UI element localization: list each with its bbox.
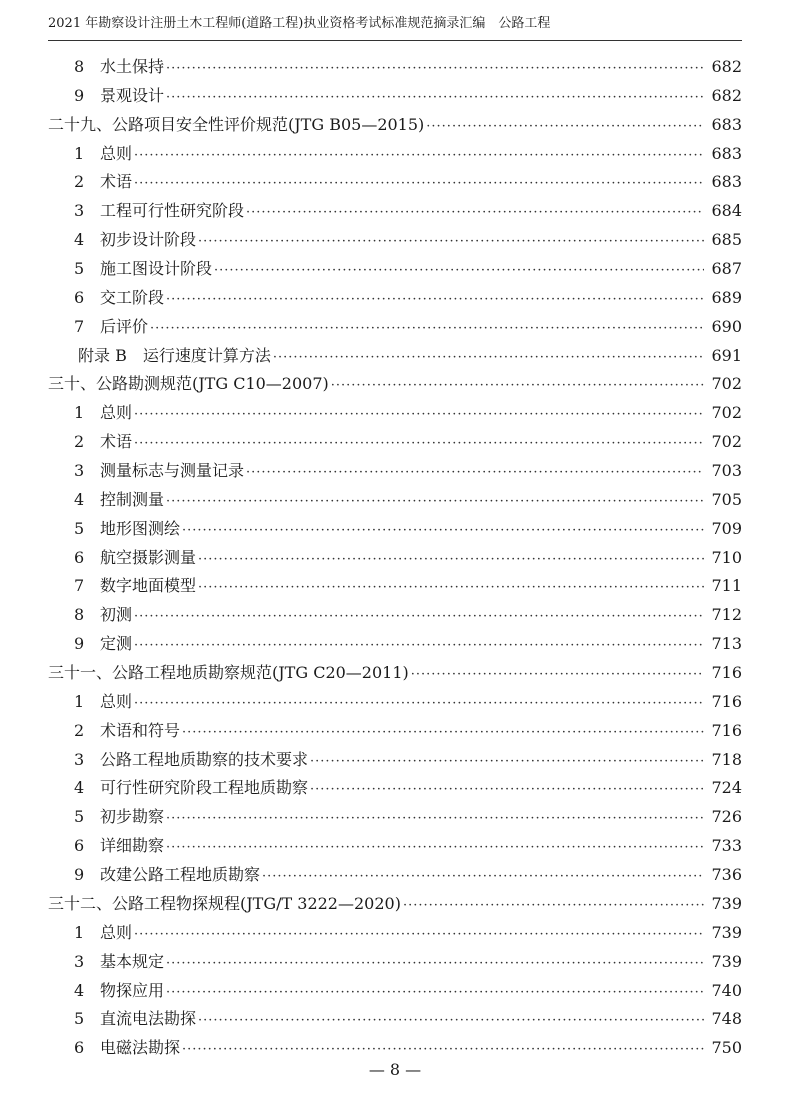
toc-entry-number: 4 [74, 980, 85, 1000]
toc-entry-title: 电磁法勘探 [100, 1038, 181, 1058]
dot-leader [331, 372, 704, 401]
toc-entry-title: 交工阶段 [100, 287, 165, 307]
toc-entry-title: 三十二、公路工程物探规程(JTG/T 3222—2020) [48, 893, 401, 913]
toc-entry-title: 改建公路工程地质勘察 [100, 865, 261, 885]
toc-entry-text [48, 284, 164, 313]
toc-entry-text [48, 774, 308, 803]
toc-entry-title: 地形图测绘 [100, 518, 181, 538]
toc-entry-text [48, 428, 132, 457]
toc-entry-page: 702 [711, 374, 742, 394]
dot-leader [134, 921, 704, 950]
toc-entry [48, 803, 742, 832]
toc-entry-page: 733 [711, 836, 742, 856]
toc-entry [48, 342, 742, 371]
toc-entry-title: 控制测量 [100, 489, 165, 509]
toc-entry-text [48, 370, 329, 399]
toc-entry [48, 1034, 742, 1063]
toc-entry [48, 948, 742, 977]
toc-entry-page: 683 [711, 172, 742, 192]
toc-entry-number: 9 [74, 634, 85, 654]
toc-entry-title: 基本规定 [100, 951, 165, 971]
toc-entry-page: 702 [711, 432, 742, 452]
toc-entry-number: 2 [74, 432, 85, 452]
header-title: 2021 年勘察设计注册土木工程师(道路工程)执业资格考试标准规范摘录汇编 公路工程 [48, 16, 551, 31]
toc-entry [48, 399, 742, 428]
toc-entry-title: 详细勘察 [100, 836, 165, 856]
dot-leader [134, 170, 704, 199]
toc-entry-text [48, 659, 409, 688]
toc-entry-text [48, 977, 164, 1006]
toc-entry-number: 8 [74, 57, 85, 76]
toc-entry-text [48, 53, 164, 82]
toc-entry [48, 457, 742, 486]
toc-entry-text [48, 601, 132, 630]
toc-entry-page: 705 [711, 489, 742, 509]
toc-entry-title: 总则 [100, 691, 133, 711]
toc-entry-page: 683 [711, 143, 742, 163]
toc-entry-text [48, 457, 244, 486]
toc-entry-title: 总则 [100, 143, 133, 163]
toc-entry-text [48, 255, 212, 284]
dot-leader [166, 805, 704, 834]
dot-leader [166, 488, 704, 517]
toc-entry-text [48, 717, 180, 746]
dot-leader [150, 315, 704, 344]
toc-entry-text [48, 313, 148, 342]
dot-leader [198, 546, 704, 575]
toc-entry [48, 313, 742, 342]
toc-entry-page: 712 [711, 605, 742, 625]
toc-entry-title: 三十一、公路工程地质勘察规范(JTG C20—2011) [48, 663, 409, 683]
toc-entry-number: 4 [74, 489, 85, 509]
toc-entry-page: 748 [711, 1009, 742, 1029]
toc-entry [48, 197, 742, 226]
toc-entry-page: 703 [711, 461, 742, 481]
dot-leader [166, 84, 704, 113]
toc-entry-number: 8 [74, 605, 85, 625]
toc-entry-number: 4 [74, 778, 85, 798]
toc-entry [48, 111, 742, 140]
toc-entry-page: 716 [711, 663, 742, 683]
toc-entry [48, 515, 742, 544]
toc-entry-title: 三十、公路勘测规范(JTG C10—2007) [48, 374, 329, 394]
toc-entry-title: 初步勘察 [100, 807, 165, 827]
toc-entry [48, 832, 742, 861]
toc-entry [48, 774, 742, 803]
toc-entry-text [48, 1034, 180, 1063]
toc-entry-page: 750 [711, 1038, 742, 1058]
toc-entry-number: 9 [74, 865, 85, 885]
toc-entry-page: 690 [711, 316, 742, 336]
toc-entry-text [48, 342, 271, 371]
toc-entry-title: 术语和符号 [100, 720, 181, 740]
toc-entry-number: 3 [74, 201, 85, 221]
toc-entry-page: 739 [711, 922, 742, 942]
dot-leader [198, 228, 704, 257]
dot-leader [198, 574, 704, 603]
toc-entry [48, 255, 742, 284]
toc-entry-page: 683 [711, 114, 742, 134]
toc-entry [48, 572, 742, 601]
toc-entry-number: 3 [74, 749, 85, 769]
running-header [48, 14, 742, 41]
dot-leader [166, 55, 704, 84]
toc-entry-number: 7 [74, 316, 85, 336]
dot-leader [134, 603, 704, 632]
toc-entry-text [48, 226, 196, 255]
toc-entry-page: 724 [711, 778, 742, 798]
toc-entry-title: 工程可行性研究阶段 [100, 201, 245, 221]
toc-entry-number: 7 [74, 576, 85, 596]
toc-entry-number: 2 [74, 172, 85, 192]
toc-entry-page: 684 [711, 201, 742, 221]
toc-entry-page: 702 [711, 403, 742, 423]
toc-entry-number: 4 [74, 230, 85, 250]
toc-entry-title: 术语 [100, 172, 133, 192]
toc-entry-text [48, 948, 164, 977]
dot-leader [166, 979, 704, 1008]
toc-entry-number: 6 [74, 1038, 85, 1058]
toc-entry-title: 总则 [100, 922, 133, 942]
toc-entry-text [48, 486, 164, 515]
toc-entry-text [48, 746, 308, 775]
toc-entry [48, 919, 742, 948]
dot-leader [426, 113, 704, 142]
dot-leader [134, 142, 704, 171]
toc-entry-page: 687 [711, 259, 742, 279]
toc-entry [48, 370, 742, 399]
toc-entry-number: 1 [74, 922, 85, 942]
toc-entry-title: 初测 [100, 605, 133, 625]
dot-leader [182, 719, 704, 748]
toc-entry-page: 682 [711, 57, 742, 76]
toc-entry-text [48, 197, 244, 226]
toc-entry-title: 施工图设计阶段 [100, 259, 213, 279]
toc-entry-page: 682 [711, 85, 742, 105]
toc-entry-text [48, 919, 132, 948]
toc-entry-text [48, 803, 164, 832]
toc-entry-text [48, 630, 132, 659]
toc-entry-number: 5 [74, 259, 85, 279]
toc-entry-page: 718 [711, 749, 742, 769]
toc-entry-page: 740 [711, 980, 742, 1000]
toc-entry [48, 1005, 742, 1034]
dot-leader [214, 257, 704, 286]
toc-entry-page: 691 [711, 345, 742, 365]
toc-entry-number: 6 [74, 287, 85, 307]
toc-entry-text [48, 111, 424, 140]
toc-entry-title: 数字地面模型 [100, 576, 197, 596]
toc-entry-page: 685 [711, 230, 742, 250]
toc-entry-title: 二十九、公路项目安全性评价规范(JTG B05—2015) [48, 114, 425, 134]
dot-leader [134, 430, 704, 459]
toc-entry-number: 5 [74, 807, 85, 827]
toc-entry-title: 水土保持 [100, 57, 165, 76]
dot-leader [198, 1007, 704, 1036]
toc-entry-page: 689 [711, 287, 742, 307]
toc-entry-title: 总则 [100, 403, 133, 423]
toc-entry [48, 977, 742, 1006]
toc-entry-title: 测量标志与测量记录 [100, 461, 245, 481]
toc-entry [48, 746, 742, 775]
dot-leader [403, 892, 704, 921]
toc-entry-text [48, 688, 132, 717]
toc-entry-title: 定测 [100, 634, 133, 654]
toc-entry-text [48, 544, 196, 573]
toc-entry-title: 航空摄影测量 [100, 547, 197, 567]
toc-entry-page: 726 [711, 807, 742, 827]
toc-entry-title: 公路工程地质勘察的技术要求 [100, 749, 309, 769]
toc-entry [48, 659, 742, 688]
toc-entry-title: 可行性研究阶段工程地质勘察 [100, 778, 309, 798]
toc-entry-text [48, 168, 132, 197]
toc-entry [48, 428, 742, 457]
toc-entry-number: 6 [74, 836, 85, 856]
table-of-contents [48, 53, 742, 1063]
toc-entry-page: 716 [711, 691, 742, 711]
toc-entry [48, 544, 742, 573]
toc-entry [48, 53, 742, 82]
toc-entry-number: 9 [74, 85, 85, 105]
toc-entry-number: 3 [74, 951, 85, 971]
toc-entry-page: 736 [711, 865, 742, 885]
dot-leader [411, 661, 704, 690]
toc-entry-page: 709 [711, 518, 742, 538]
toc-entry-text [48, 399, 132, 428]
page-number: — 8 — [368, 1060, 422, 1079]
toc-entry-title: 初步设计阶段 [100, 230, 197, 250]
toc-entry-page: 713 [711, 634, 742, 654]
dot-leader [310, 776, 704, 805]
toc-entry-text [48, 1005, 196, 1034]
toc-entry-text [48, 515, 180, 544]
dot-leader [134, 690, 704, 719]
toc-entry-title: 术语 [100, 432, 133, 452]
toc-entry-number: 3 [74, 461, 85, 481]
toc-entry-title: 附录 B 运行速度计算方法 [78, 345, 271, 365]
toc-entry-page: 739 [711, 893, 742, 913]
toc-entry-number: 1 [74, 691, 85, 711]
dot-leader [262, 863, 704, 892]
toc-entry [48, 688, 742, 717]
toc-entry [48, 168, 742, 197]
toc-entry-page: 739 [711, 951, 742, 971]
toc-entry-number: 2 [74, 720, 85, 740]
toc-entry [48, 861, 742, 890]
toc-entry [48, 284, 742, 313]
toc-entry-text [48, 861, 260, 890]
dot-leader [166, 950, 704, 979]
toc-entry-title: 后评价 [100, 316, 149, 336]
toc-entry [48, 140, 742, 169]
dot-leader [310, 748, 704, 777]
dot-leader [134, 401, 704, 430]
toc-entry-page: 710 [711, 547, 742, 567]
toc-entry [48, 601, 742, 630]
toc-entry [48, 630, 742, 659]
dot-leader [166, 286, 704, 315]
dot-leader [182, 517, 704, 546]
toc-entry-text [48, 140, 132, 169]
dot-leader [246, 459, 704, 488]
dot-leader [246, 199, 704, 228]
dot-leader [273, 344, 704, 373]
toc-entry [48, 717, 742, 746]
toc-entry-number: 5 [74, 518, 85, 538]
toc-entry [48, 82, 742, 111]
toc-entry-number: 6 [74, 547, 85, 567]
toc-entry [48, 890, 742, 919]
dot-leader [166, 834, 704, 863]
toc-entry-title: 物探应用 [100, 980, 165, 1000]
toc-entry-number: 1 [74, 403, 85, 423]
toc-entry-text [48, 890, 401, 919]
toc-entry-title: 直流电法勘探 [100, 1009, 197, 1029]
toc-entry-title: 景观设计 [100, 85, 165, 105]
toc-entry-text [48, 832, 164, 861]
toc-entry [48, 486, 742, 515]
toc-entry-page: 716 [711, 720, 742, 740]
toc-entry-number: 5 [74, 1009, 85, 1029]
toc-entry-page: 711 [711, 576, 742, 596]
toc-entry-text [48, 572, 196, 601]
toc-entry-text [48, 82, 164, 111]
dot-leader [134, 632, 704, 661]
toc-entry-number: 1 [74, 143, 85, 163]
toc-entry [48, 226, 742, 255]
